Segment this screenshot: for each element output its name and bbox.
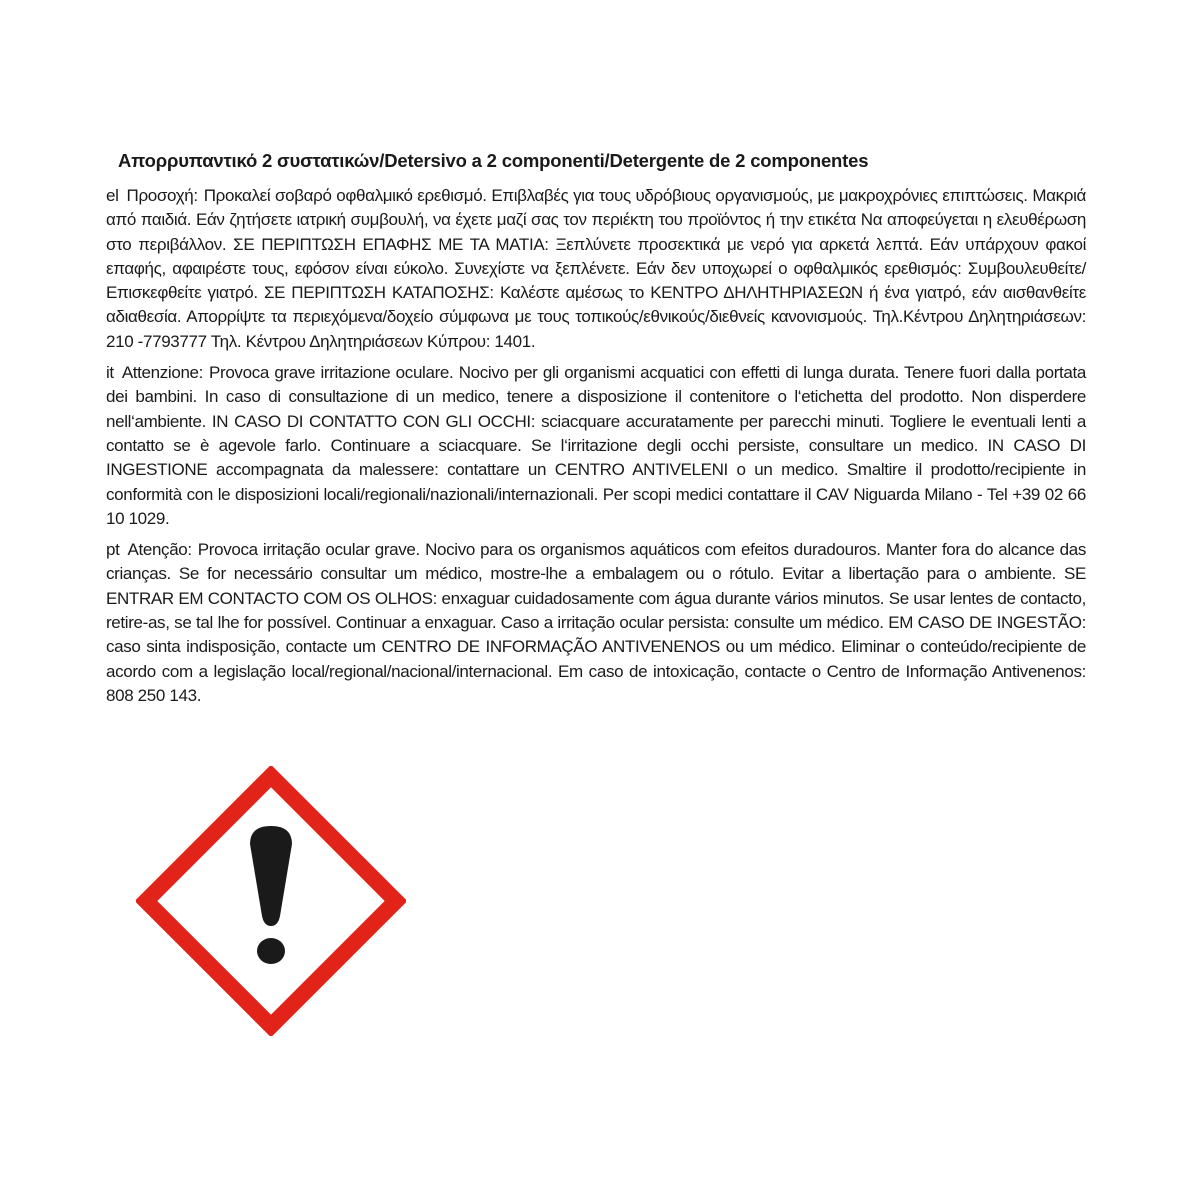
product-title: Απορρυπαντικό 2 συστατικών/Detersivo a 2 componenti/Detergente de 2 componentes <box>118 150 869 171</box>
hazard-statements: Provoca grave irritazione oculare. Nocivo per gli organismi acquatici con effetti di lunga durata. Tenere fuori dalla portata dei bambini. In caso di consultazione di un medico, tenere a disposizione il contenitore o l‘etichetta del prodotto. Non disperdere nell‘ambiente. IN CASO DI CONTATTO CON GLI OCCHI: sciacquare accuratamente per parecchi minuti. Togliere le eventuali lenti a contatto se è agevole farlo. Continuare a sciacquare. Se l‘irritazione degli occhi persiste, consultare un medico. IN CASO DI INGESTIONE accompagnata da malessere: contattare un CENTRO ANTIVELENI o un medico. Smaltire il prodotto/recipiente in conformità con le disposizioni locali/regionali/nazionali/internazionali. Per scopi medici contattare il CAV Niguarda Milano - Tel +39 02 66 10 1029. <box>106 363 1086 528</box>
signal-word: Attenzione: <box>121 363 204 383</box>
signal-word: Προσοχή: <box>126 186 198 205</box>
section-pt <box>106 538 1086 708</box>
hazard-statements: Provoca irritação ocular grave. Nocivo para os organismos aquáticos com efeitos duradouros. Manter fora do alcance das crianças. Se for necessário consultar um médico, mostre-lhe a embalagem ou o rótulo. Evitar a libertação para o ambiente. SE ENTRAR EM CONTACTO COM OS OLHOS: enxaguar cuidadosamente com água durante vários minutos. Se usar lentes de contacto, retire-as, se tal lhe for possível. Continuar a enxaguar. Caso a irritação ocular persista: consulte um médico. EM CASO DE INGESTÃO: caso sinta indisposição, contacte um CENTRO DE INFORMAÇÃO ANTIVENENOS ou um médico. Eliminar o conteúdo/recipiente de acordo com a legislação local/regional/nacional/internacional. Em caso de intoxicação, contacte o Centro de Informação Antivenenos: 808 250 143. <box>106 540 1086 705</box>
section-el <box>106 184 1086 354</box>
language-code: it <box>106 363 114 383</box>
language-code: el <box>106 186 119 205</box>
hazard-label <box>106 148 1086 715</box>
exclamation-dot <box>257 938 285 964</box>
hazard-statements: Προκαλεί σοβαρό οφθαλμικό ερεθισμό. Επιβλαβές για τους υδρόβιους οργανισμούς, με μακροχρόνιες επιπτώσεις. Μακριά από παιδιά. Εάν ζητήσετε ιατρική συμβουλή, να έχετε μαζί σας τον περιέκτη του προϊόντος ή την ετικέτα Να αποφεύγεται η ελευθέρωση στο περιβάλλον. ΣΕ ΠΕΡΙΠΤΩΣΗ ΕΠΑΦΗΣ ΜΕ ΤΑ ΜΑΤΙΑ: Ξεπλύνετε προσεκτικά με νερό για αρκετά λεπτά. Εάν υπάρχουν φακοί επαφής, αφαιρέστε τους, εφόσον είναι εύκολο. Συνεχίστε να ξεπλένετε. Εάν δεν υποχωρεί ο οφθαλμικός ερεθισμός: Συμβουλευθείτε/Επισκεφθείτε γιατρό. ΣΕ ΠΕΡΙΠΤΩΣΗ ΚΑΤΑΠΟΣΗΣ: Καλέστε αμέσως το ΚΕΝΤΡΟ ΔΗΛΗΤΗΡΙΑΣΕΩΝ ή ένα γιατρό, εάν αισθανθείτε αδιαθεσία. Απορρίψτε τα περιεχόμενα/δοχείο σύμφωνα με τους τοπικούς/εθνικούς/διεθνείς κανονισμούς. Τηλ.Κέντρου Δηλητηριάσεων: 210 -7793777 Τηλ. Κέντρου Δηλητηριάσεων Κύπρου: 1401. <box>106 186 1086 351</box>
signal-word: Atenção: <box>127 540 192 560</box>
section-it <box>106 361 1086 531</box>
ghs07-exclamation-mark-icon <box>136 766 406 1036</box>
language-code: pt <box>106 540 120 560</box>
